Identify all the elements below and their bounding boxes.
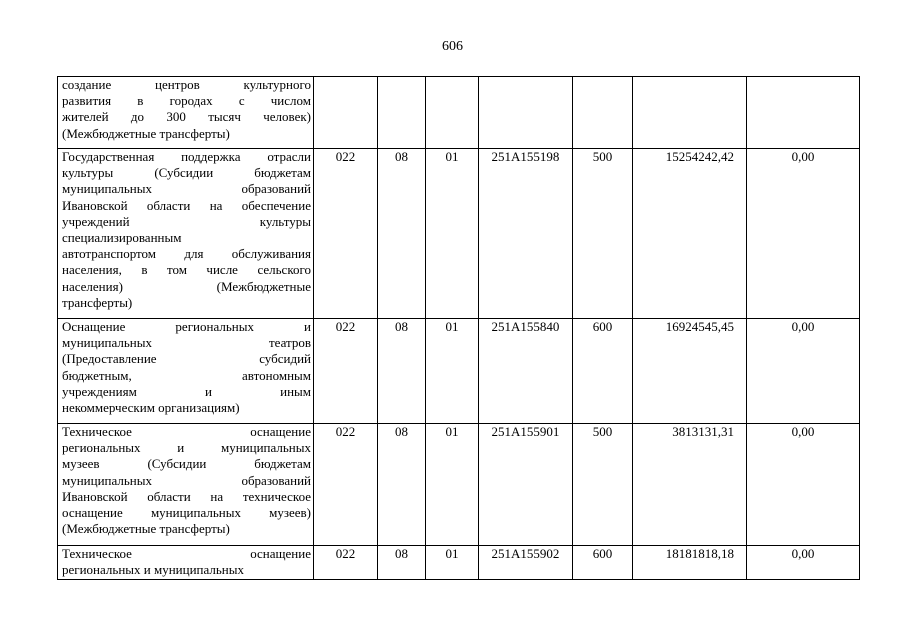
description-line: культуры (Субсидии бюджетам bbox=[62, 165, 311, 181]
description-line: Техническое оснащение bbox=[62, 424, 311, 439]
subsection-code: 01 bbox=[426, 424, 479, 546]
table-row bbox=[58, 77, 860, 149]
expense-type-code: 600 bbox=[573, 546, 633, 580]
description-line: Техническое оснащение bbox=[62, 546, 311, 561]
section-code: 08 bbox=[378, 149, 426, 319]
description-line: Ивановской области на обеспечение bbox=[62, 197, 311, 213]
target-article-code bbox=[479, 77, 573, 149]
description-line: развития в городах с числом bbox=[62, 93, 311, 109]
description-line: учреждениям и иным bbox=[62, 383, 311, 399]
subsection-code bbox=[426, 77, 479, 149]
ministry-code: 022 bbox=[314, 149, 378, 319]
target-article-code: 251А155198 bbox=[479, 149, 573, 319]
section-code: 08 bbox=[378, 546, 426, 580]
description-line: создание центров культурного bbox=[62, 77, 311, 92]
description-line: автотранспортом для обслуживания bbox=[62, 246, 311, 262]
section-code bbox=[378, 77, 426, 149]
expense-type-code: 500 bbox=[573, 424, 633, 546]
amount-year-2: 0,00 bbox=[747, 149, 860, 319]
ministry-code bbox=[314, 77, 378, 149]
description-line: муниципальных театров bbox=[62, 335, 311, 351]
page-number: 606 bbox=[442, 39, 463, 54]
amount-year-2: 0,00 bbox=[747, 319, 860, 424]
description-line: учреждений культуры bbox=[62, 213, 311, 229]
row-description bbox=[58, 319, 314, 424]
amount-year-1: 18181818,18 bbox=[633, 546, 747, 580]
description-line: (Предоставление субсидий bbox=[62, 351, 311, 367]
description-line: региональных и муниципальных bbox=[62, 440, 311, 456]
amount-year-2: 0,00 bbox=[747, 424, 860, 546]
description-line: жителей до 300 тысяч человек) bbox=[62, 109, 311, 125]
amount-year-2 bbox=[747, 77, 860, 149]
target-article-code: 251А155840 bbox=[479, 319, 573, 424]
section-code: 08 bbox=[378, 424, 426, 546]
ministry-code: 022 bbox=[314, 319, 378, 424]
description-line: некоммерческим организациям) bbox=[62, 400, 240, 416]
description-line: специализированным bbox=[62, 230, 182, 246]
description-line: Ивановской области на техническое bbox=[62, 488, 311, 504]
amount-year-1: 16924545,45 bbox=[633, 319, 747, 424]
description-line: Оснащение региональных и bbox=[62, 319, 311, 334]
table-row bbox=[58, 546, 860, 580]
budget-table bbox=[57, 76, 860, 580]
row-description bbox=[58, 424, 314, 546]
table-row bbox=[58, 149, 860, 319]
description-line: трансферты) bbox=[62, 294, 133, 310]
expense-type-code: 600 bbox=[573, 319, 633, 424]
row-description bbox=[58, 149, 314, 319]
description-line: региональных и муниципальных bbox=[62, 562, 244, 578]
description-line: муниципальных образований bbox=[62, 181, 311, 197]
description-line: Государственная поддержка отрасли bbox=[62, 149, 311, 164]
ministry-code: 022 bbox=[314, 546, 378, 580]
description-line: бюджетным, автономным bbox=[62, 367, 311, 383]
subsection-code: 01 bbox=[426, 319, 479, 424]
target-article-code: 251А155901 bbox=[479, 424, 573, 546]
amount-year-1: 15254242,42 bbox=[633, 149, 747, 319]
expense-type-code bbox=[573, 77, 633, 149]
description-line: (Межбюджетные трансферты) bbox=[62, 125, 230, 141]
description-line: населения, в том числе сельского bbox=[62, 262, 311, 278]
amount-year-1 bbox=[633, 77, 747, 149]
ministry-code: 022 bbox=[314, 424, 378, 546]
row-description bbox=[58, 77, 314, 149]
subsection-code: 01 bbox=[426, 149, 479, 319]
amount-year-2: 0,00 bbox=[747, 546, 860, 580]
table-row bbox=[58, 424, 860, 546]
description-line: населения) (Межбюджетные bbox=[62, 278, 311, 294]
expense-type-code: 500 bbox=[573, 149, 633, 319]
subsection-code: 01 bbox=[426, 546, 479, 580]
description-line: оснащение муниципальных музеев) bbox=[62, 505, 311, 521]
description-line: (Межбюджетные трансферты) bbox=[62, 521, 230, 537]
amount-year-1: 3813131,31 bbox=[633, 424, 747, 546]
description-line: музеев (Субсидии бюджетам bbox=[62, 456, 311, 472]
target-article-code: 251А155902 bbox=[479, 546, 573, 580]
section-code: 08 bbox=[378, 319, 426, 424]
table-row bbox=[58, 319, 860, 424]
description-line: муниципальных образований bbox=[62, 472, 311, 488]
row-description bbox=[58, 546, 314, 580]
